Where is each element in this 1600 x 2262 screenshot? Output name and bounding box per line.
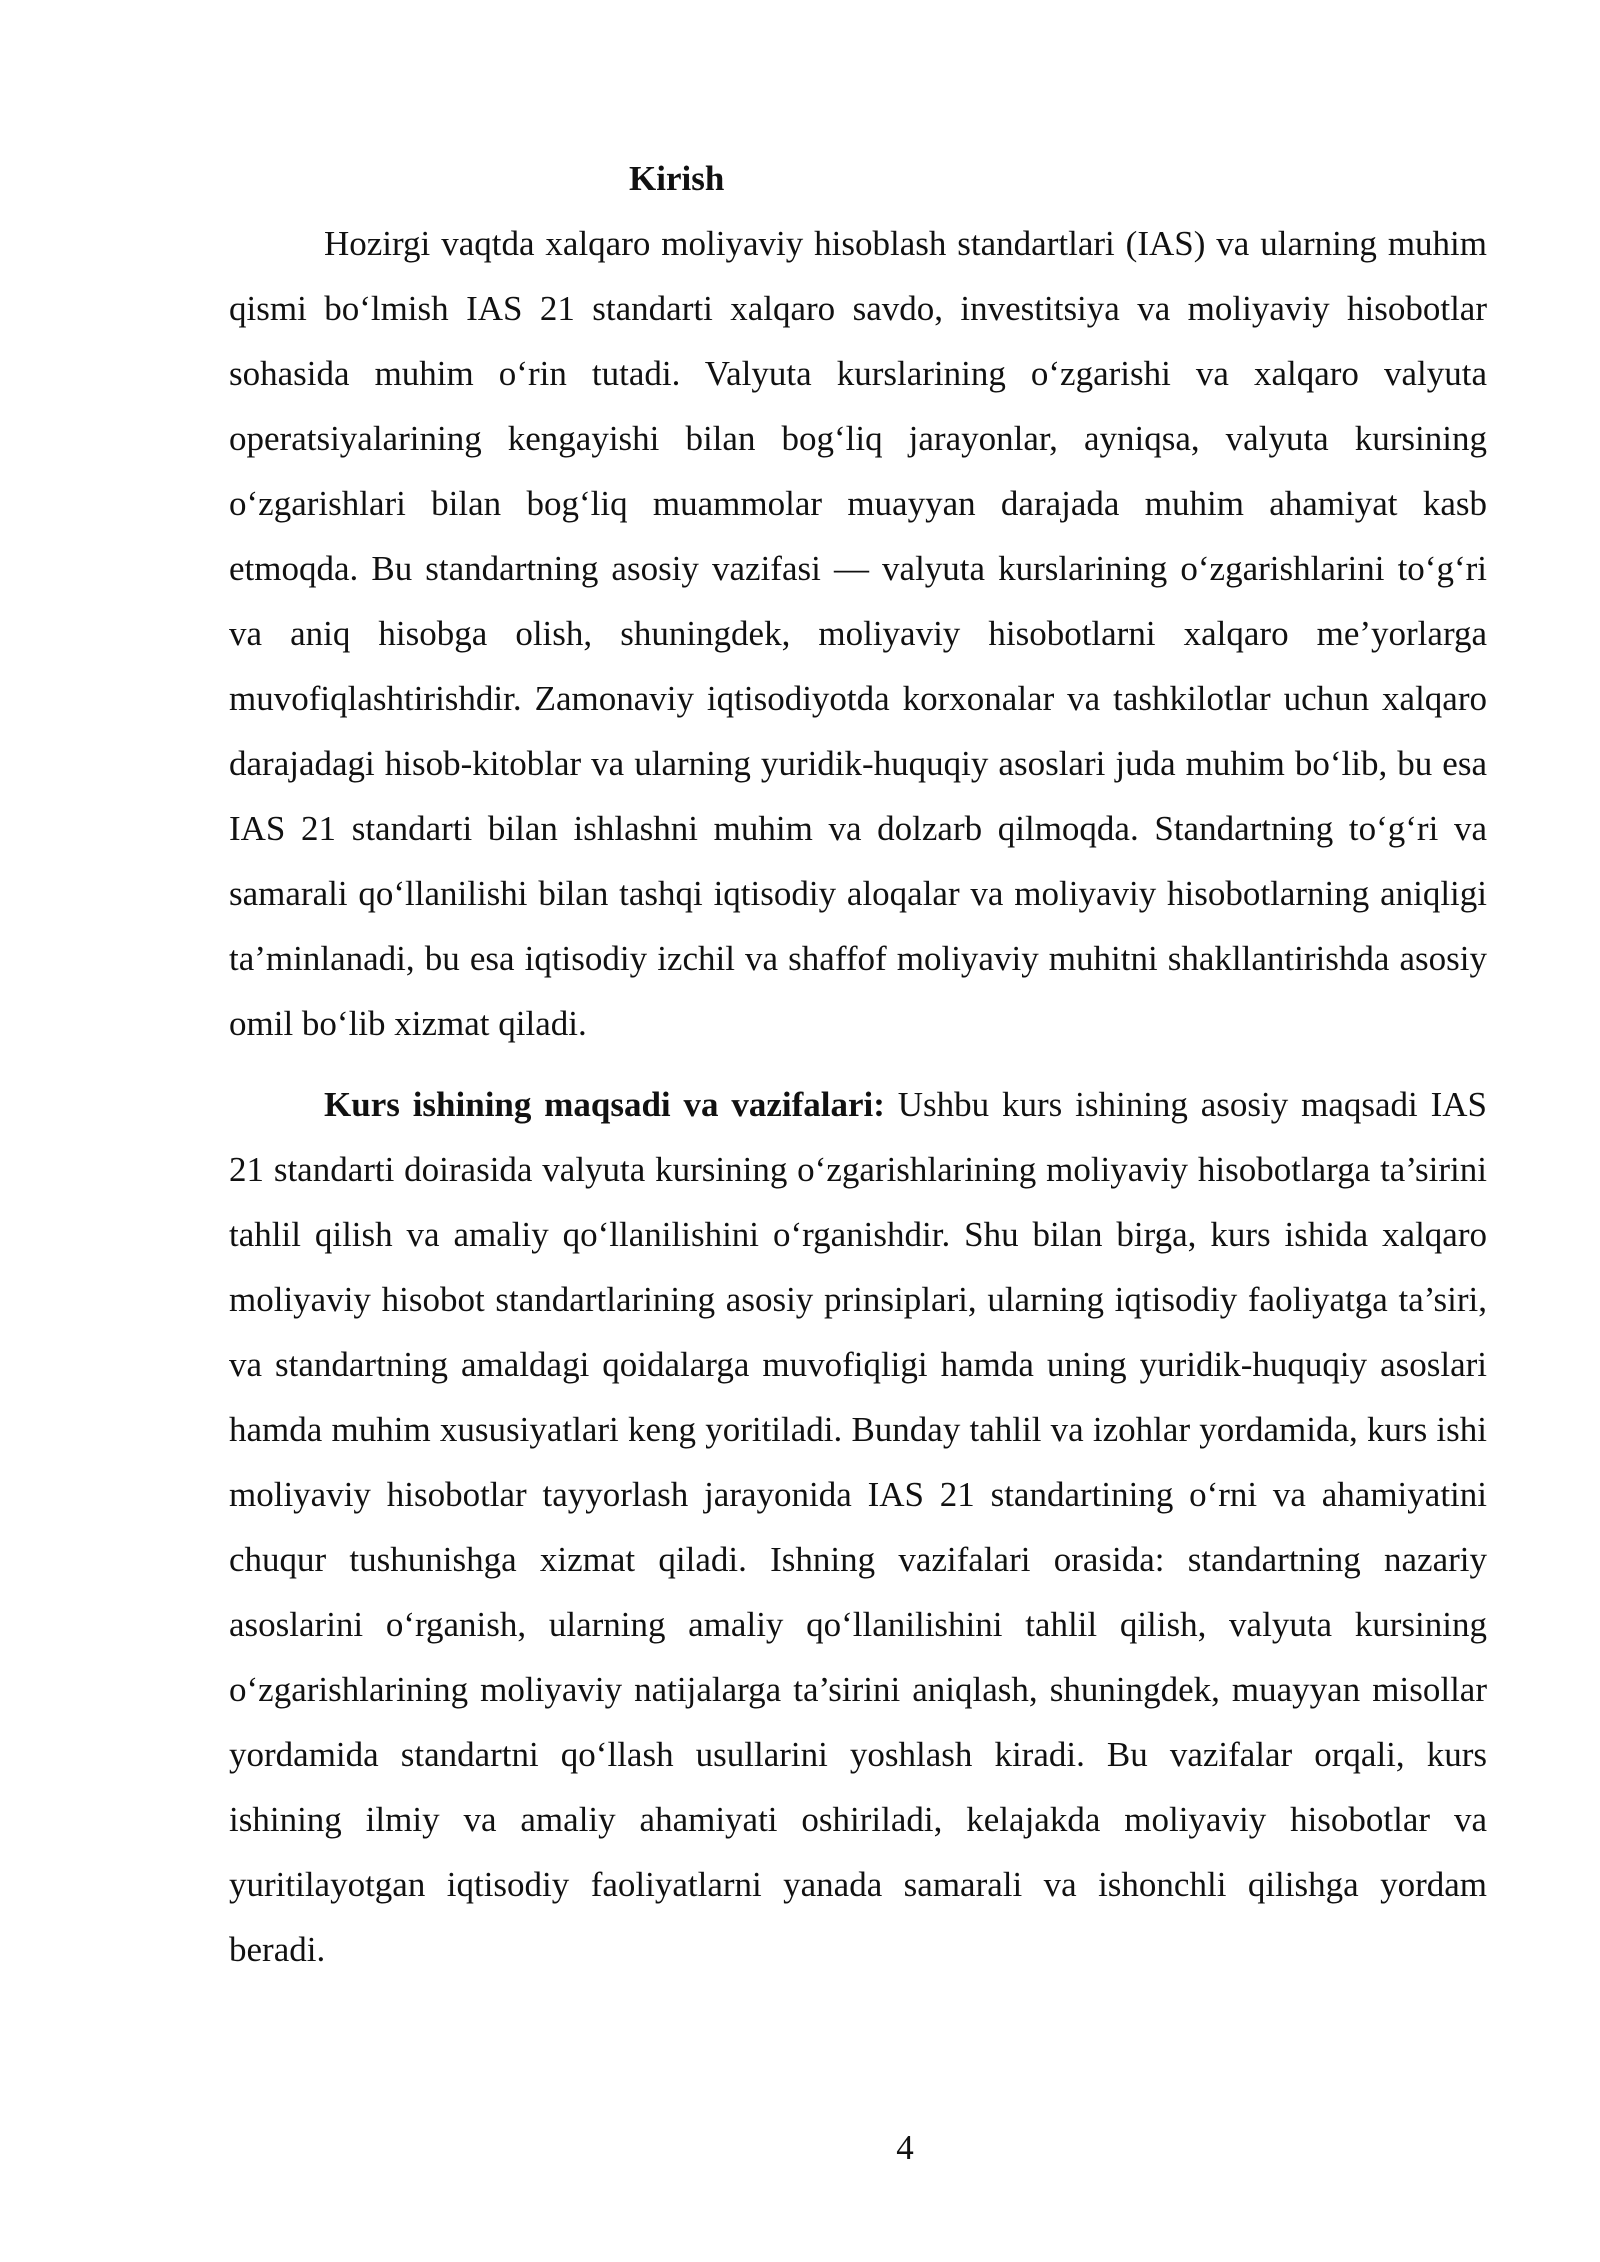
section-heading-text: Kirish: [629, 159, 725, 198]
intro-paragraph: [229, 211, 1487, 1056]
page-content: [229, 146, 1487, 1982]
intro-paragraph-text: Hozirgi vaqtda xalqaro moliyaviy hisoblash standartlari (IAS) va ularning muhim qismi bo‘lmish IAS 21 standarti xalqaro savdo, investitsiya va moliyaviy hisobotlar sohasida muhim o‘rin tutadi. Valyuta kurslarining o‘zgarishi va xalqaro valyuta operatsiyalarining kengayishi bilan bog‘liq jarayonlar, ayniqsa, valyuta kursining o‘zgarishlari bilan bog‘liq muammolar muayyan darajada muhim ahamiyat kasb etmoqda. Bu standartning asosiy vazifasi — valyuta kurslarining o‘zgarishlarini to‘g‘ri va aniq hisobga olish, shuningdek, moliyaviy hisobotlarni xalqaro me’yorlarga muvofiqlashtirishdir. Zamonaviy iqtisodiyotda korxonalar va tashkilotlar uchun xalqaro darajadagi hisob-kitoblar va ularning yuridik-huquqiy asoslari juda muhim bo‘lib, bu esa IAS 21 standarti bilan ishlashni muhim va dolzarb qilmoqda. Standartning to‘g‘ri va samarali qo‘llanilishi bilan tashqi iqtisodiy aloqalar va moliyaviy hisobotlarning aniqligi ta’minlanadi, bu esa iqtisodiy izchil va shaffof moliyaviy muhitni shakllantirishda asosiy omil bo‘lib xizmat qiladi.: [229, 224, 1487, 1043]
goals-paragraph-lead: Kurs ishining maqsadi va vazifalari:: [324, 1085, 885, 1124]
page-number: 4: [896, 2128, 914, 2167]
goals-paragraph-text: Ushbu kurs ishining asosiy maqsadi IAS 21 standarti doirasida valyuta kursining o‘zgarishlarining moliyaviy hisobotlarga ta’sirini tahlil qilish va amaliy qo‘llanilishini o‘rganishdir. Shu bilan birga, kurs ishida xalqaro moliyaviy hisobot standartlarining asosiy prinsiplari, ularning iqtisodiy faoliyatga ta’siri, va standartning amaldagi qoidalarga muvofiqligi hamda uning yuridik-huquqiy asoslari hamda muhim xususiyatlari keng yoritiladi. Bunday tahlil va izohlar yordamida, kurs ishi moliyaviy hisobotlar tayyorlash jarayonida IAS 21 standartining o‘rni va ahamiyatini chuqur tushunishga xizmat qiladi. Ishning vazifalari orasida: standartning nazariy asoslarini o‘rganish, ularning amaliy qo‘llanilishini tahlil qilish, valyuta kursining o‘zgarishlarining moliyaviy natijalarga ta’sirini aniqlash, shuningdek, muayyan misollar yordamida standartni qo‘llash usullarini yoshlash kiradi. Bu vazifalar orqali, kurs ishining ilmiy va amaliy ahamiyati oshiriladi, kelajakda moliyaviy hisobotlar va yuritilayotgan iqtisodiy faoliyatlarni yanada samarali va ishonchli qilishga yordam beradi.: [229, 1085, 1487, 1969]
section-heading: [229, 146, 1487, 211]
goals-paragraph: [229, 1072, 1487, 1982]
